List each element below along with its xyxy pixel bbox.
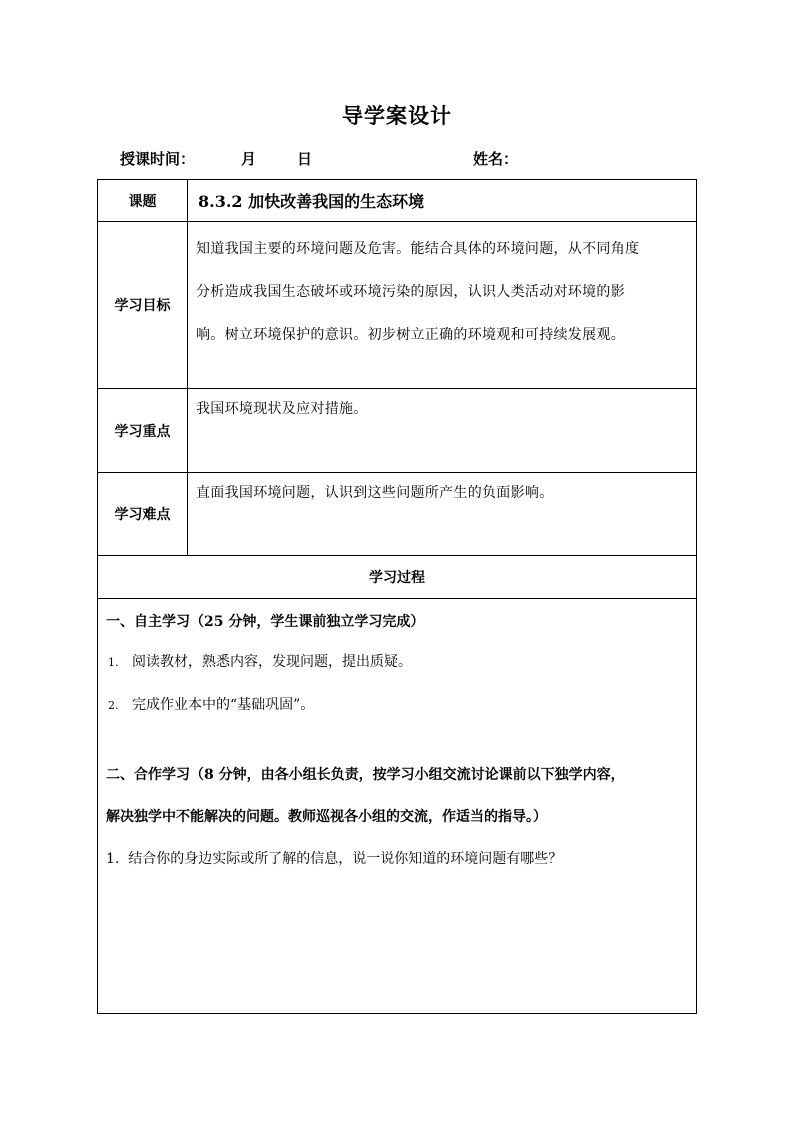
spacer bbox=[106, 727, 688, 754]
month-label: 月 bbox=[241, 150, 257, 168]
goals-line: 响。树立环境保护的意识。初步树立正确的环境观和可持续发展观。 bbox=[196, 327, 625, 343]
lesson-plan-table bbox=[97, 179, 697, 1014]
item-number: 2. bbox=[108, 699, 119, 712]
goals-content bbox=[188, 222, 697, 389]
day-label: 日 bbox=[297, 150, 313, 168]
difficulties-label: 学习难点 bbox=[98, 473, 188, 556]
difficulties-value: 直面我国环境问题，认识到这些问题所产生的负面影响。 bbox=[188, 473, 697, 556]
topic-row bbox=[98, 180, 697, 222]
topic-value: 8.3.2 加快改善我国的生态环境 bbox=[188, 180, 697, 222]
item-text: 结合你的身边实际或所了解的信息，说一说你知道的环境问题有哪些？ bbox=[128, 851, 563, 867]
process-header: 学习过程 bbox=[98, 556, 697, 599]
process-body bbox=[98, 599, 697, 1014]
item-number: 1. bbox=[106, 851, 120, 867]
section2-heading-line2: 解决独学中不能解决的问题。教师巡视各小组的交流，作适当的指导。） bbox=[106, 809, 547, 825]
section2-heading-line1: 二、合作学习（8 分钟，由各小组长负责，按学习小组交流讨论课前以下独学内容， bbox=[106, 767, 625, 783]
item-number: 1. bbox=[108, 656, 119, 669]
item-text: 完成作业本中的“基础巩固”。 bbox=[132, 697, 315, 713]
item-text: 阅读教材，熟悉内容，发现问题，提出质疑。 bbox=[132, 654, 412, 670]
section1-heading: 一、自主学习（25 分钟，学生课前独立学习完成） bbox=[106, 614, 425, 630]
goals-label: 学习目标 bbox=[98, 222, 188, 389]
key-points-label: 学习重点 bbox=[98, 389, 188, 473]
teaching-time-label: 授课时间： bbox=[120, 150, 196, 168]
list-item bbox=[106, 641, 688, 684]
goals-line: 知道我国主要的环境问题及危害。能结合具体的环境问题，从不同角度 bbox=[196, 241, 640, 257]
student-name-label: 姓名： bbox=[473, 150, 519, 168]
process-header-row bbox=[98, 556, 697, 599]
goals-row bbox=[98, 222, 697, 389]
goals-line: 分析造成我国生态破坏或环境污染的原因，认识人类活动对环境的影 bbox=[196, 284, 625, 300]
key-points-value: 我国环境现状及应对措施。 bbox=[188, 389, 697, 473]
difficulties-row bbox=[98, 473, 697, 556]
list-item bbox=[106, 684, 688, 727]
key-points-row bbox=[98, 389, 697, 473]
list-item bbox=[106, 838, 688, 881]
topic-label: 课题 bbox=[98, 180, 188, 222]
process-body-row bbox=[98, 599, 697, 1014]
document-title: 导学案设计 bbox=[342, 103, 452, 128]
